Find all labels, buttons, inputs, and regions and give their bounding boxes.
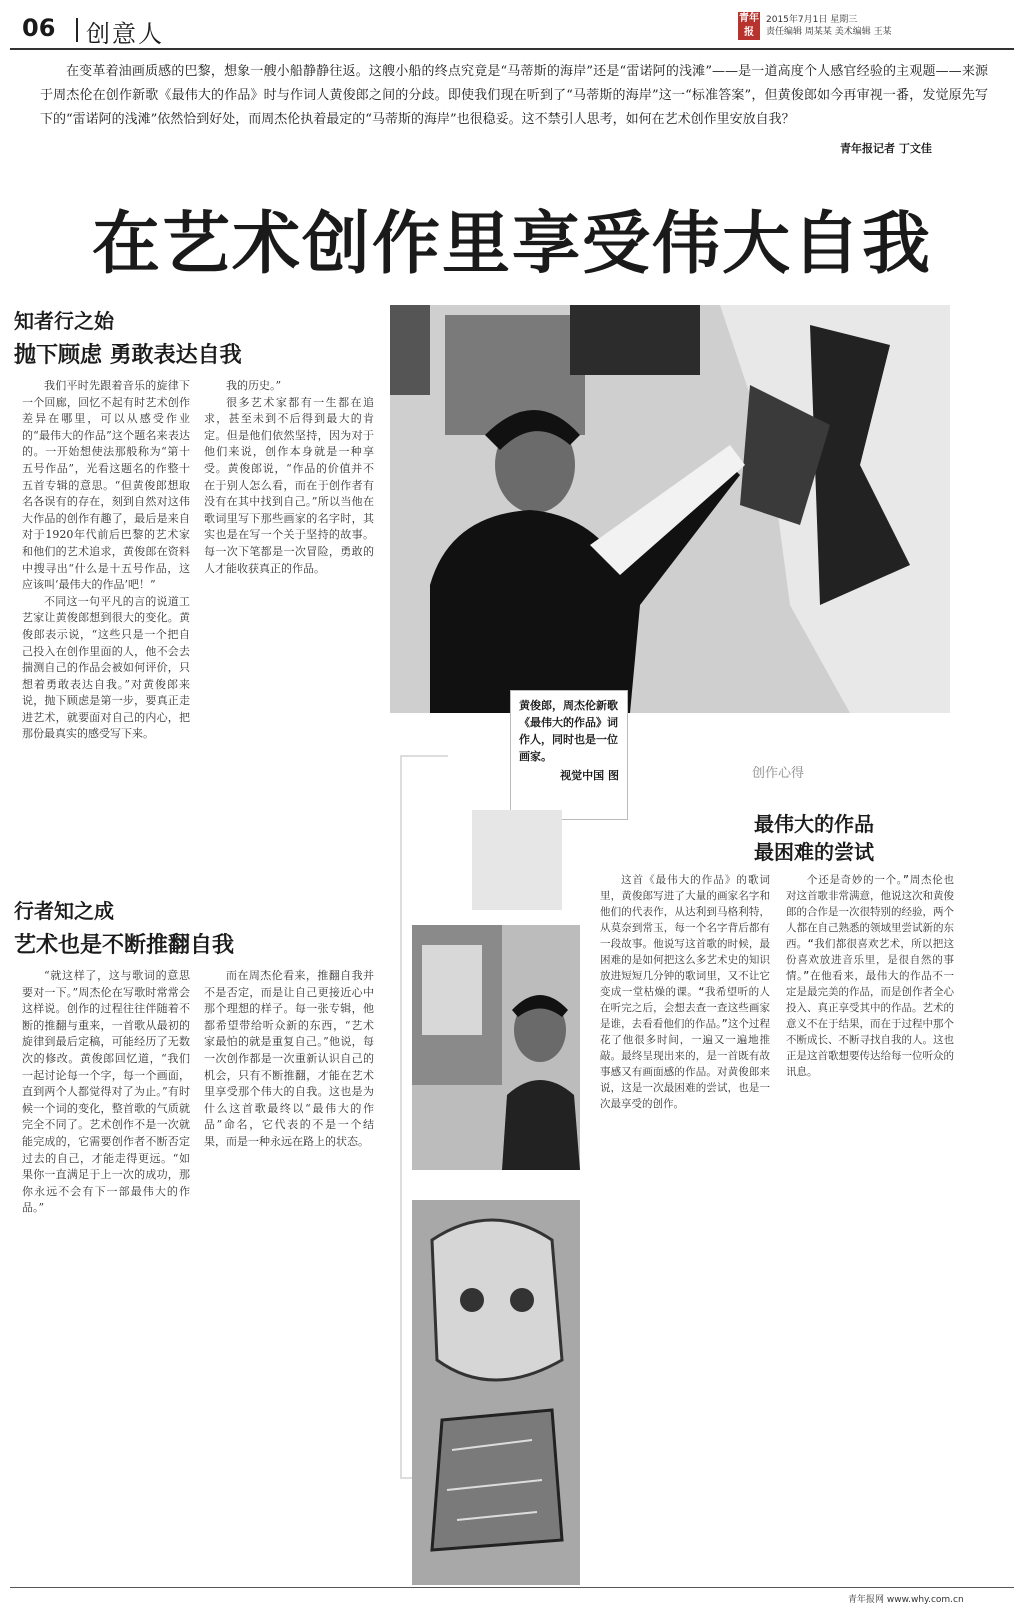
- sidebar-para-1: 这首《最伟大的作品》的歌词里，黄俊郎写进了大量的画家名字和他们的代表作，从达利到马格利特，从莫奈到常玉，每一个名字背后都有一段故事。他说写这首歌的时候，最困难的是如何把这么多艺术史的知识放进短短几分钟的歌词里，又不让它变成一堂枯燥的课。“我希望听的人在听完之后，会想去查一查这些画家是谁，去看看他们的作品。”这个过程花了他很多时间，一遍又一遍地推敲。最终呈现出来的，是一首既有故事感又有画面感的作品。对黄俊郎来说，这是一次最困难的尝试，也是一次最享受的创作。: [600, 874, 770, 1110]
- header-separator: [76, 18, 78, 42]
- header-meta: [766, 14, 996, 38]
- section-name: 创意人: [86, 20, 164, 48]
- main-photo-painter: [390, 305, 950, 713]
- newspaper-logo: [738, 12, 760, 40]
- photo-caption-text: 黄俊郎，周杰伦新歌《最伟大的作品》词作人，同时也是一位画家。: [519, 699, 618, 763]
- section2-column-b: [204, 968, 374, 1573]
- logo-text: 青年报: [739, 13, 759, 38]
- section2-para-1: “就这样了，这与歌词的意思要对一下。”周杰伦在写歌时常常会这样说。创作的过程往往伴随着不断的推翻与重来，一首歌从最初的旋律到最后定稿，可能经历了无数次的修改。黄俊郎回忆道，“我们一起讨论每一个字，每一个画面，直到两个人都觉得对了为止。”有时候一个词的变化，整首歌的气质就完全不同了。艺术创作不是一次就能完成的，它需要创作者不断否定过去的自己，才能走得更远。“如果你一直满足于上一次的成功，那你永远不会有下一部最伟大的作品。”: [22, 969, 190, 1215]
- header-rule: [10, 48, 1014, 50]
- painter-illustration: [390, 305, 950, 713]
- photo-credit: 视觉中国 图: [560, 769, 619, 782]
- main-headline: 在艺术创作里享受伟大自我: [91, 205, 932, 284]
- sidebar-title-line1: 最伟大的作品: [754, 812, 874, 836]
- photo-caption: [510, 690, 628, 820]
- sidebar-column-b: [786, 872, 954, 1572]
- section2-column-a: [22, 968, 190, 1573]
- sidebar-tag: 创作心得: [752, 766, 805, 781]
- painting-photo: [412, 1200, 580, 1585]
- painting-illustration: [412, 1200, 580, 1585]
- footer-info: 青年报网 www.why.com.cn: [848, 1595, 964, 1605]
- byline: 青年报记者 丁文佳: [840, 142, 932, 155]
- section1-para-2: 不同这一句平凡的言的说道工艺家让黄俊郎想到很大的变化。黄俊郎表示说，“这些只是一个把自己投入在创作里面的人，他不会去揣测自己的作品会被如何评价，只想着勇敢表达自我。”对黄俊郎来说，抛下顾虑是第一步，要真正走进艺术，就要面对自己的内心，把那份最真实的感受写下来。: [22, 594, 190, 741]
- portrait-photo: [412, 925, 580, 1170]
- section2-para-2: 而在周杰伦看来，推翻自我并不是否定，而是让自己更接近心中那个理想的样子。每一张专辑，他都希望带给听众新的东西，“艺术家最怕的就是重复自己。”他说，每一次创作都是一次重新认识自己的机会，只有不断推翻，才能在艺术里享受那个伟大的自我。这也是为什么这首歌最终以“最伟大的作品”命名，它代表的不是一个结果，而是一种永远在路上的状态。: [204, 969, 374, 1148]
- footer-rule: [10, 1587, 1014, 1588]
- header-date: 2015年7月1日 星期三: [766, 15, 858, 25]
- section1-para-4: 很多艺术家都有一生都在追求，甚至未到不后得到最大的肯定。但是他们依然坚持，因为对于他们来说，创作本身就是一种享受。黄俊郎说，“作品的价值并不在于别人怎么看，而在于创作者有没有在其中找到自己。”所以当他在歌词里写下那些画家的名字时，其实也是在写一个关于坚持的故事。每一次下笔都是一次冒险，勇敢的人才能收获真正的作品。: [204, 395, 374, 575]
- sidebar-title-line2: 最困难的尝试: [754, 840, 874, 864]
- portrait-illustration: [412, 925, 580, 1170]
- section1-para-1: 我们平时先跟着音乐的旋律下一个回廊，回忆不起有时艺术创作差异在哪里，可以从感受作业的“最伟大的作品”这个题名来表达的。一开始想使法那般称为“第十五号作品”，光看这题名的作整十五首专辑的意思。“但黄俊郎想取名各误有的存在，刻到自然对这伟大作品的创作有趣了，最后是来自对于1920年代前后巴黎的艺术家和他们的艺术追求，黄俊郎在资料中搜寻出“什么是十五号作品，这应该叫‘最伟大的作品’吧！”: [22, 379, 190, 592]
- intro-paragraph: 在变革着油画质感的巴黎，想象一艘小船静静往返。这艘小船的终点究竟是“马蒂斯的海岸”还是“雷诺阿的浅滩”——是一道高度个人感官经验的主观题——来源于周杰伦在创作新歌《最伟大的作品》时与作词人黄俊郎之间的分歧。即使我们现在听到了“马蒂斯的海岸”这一“标准答案”，但黄俊郎如今再审视一番，发觉原先写下的“雷诺阿的浅滩”依然恰到好处，而周杰伦执着最定的“马蒂斯的海岸”也很稳妥。这不禁引人思考，如何在艺术创作里安放自我？: [40, 64, 988, 127]
- section1-column-b: [204, 378, 374, 866]
- decorative-block: [472, 810, 562, 910]
- section1-kicker: 知者行之始: [14, 309, 114, 333]
- header-editors: 责任编辑 周某某 美术编辑 王某: [766, 27, 892, 37]
- sidebar-column-a: [600, 872, 770, 1572]
- section1-column-a: [22, 378, 190, 866]
- page-number: 06: [22, 14, 56, 42]
- section1-subhead: 抛下顾虑 勇敢表达自我: [14, 342, 242, 368]
- section1-para-3: 我的历史。”: [226, 379, 282, 392]
- sidebar-para-2: 个还是奇妙的一个。”周杰伦也对这首歌非常满意，他说这次和黄俊郎的合作是一次很特别的经验，两个人都在自己熟悉的领域里尝试新的东西。“我们都很喜欢艺术，所以把这份喜欢放进音乐里，是很自然的事情。”在他看来，最伟大的作品不一定是最完美的作品，而是创作者全心投入、真正享受其中的作品。艺术的意义不在于结果，而在于过程中那个不断成长、不断寻找自我的人。这也正是这首歌想要传达给每一位听众的讯息。: [786, 874, 954, 1078]
- section2-kicker: 行者知之成: [14, 899, 114, 923]
- sidebar-title: [724, 810, 904, 866]
- section2-subhead: 艺术也是不断推翻自我: [14, 932, 235, 958]
